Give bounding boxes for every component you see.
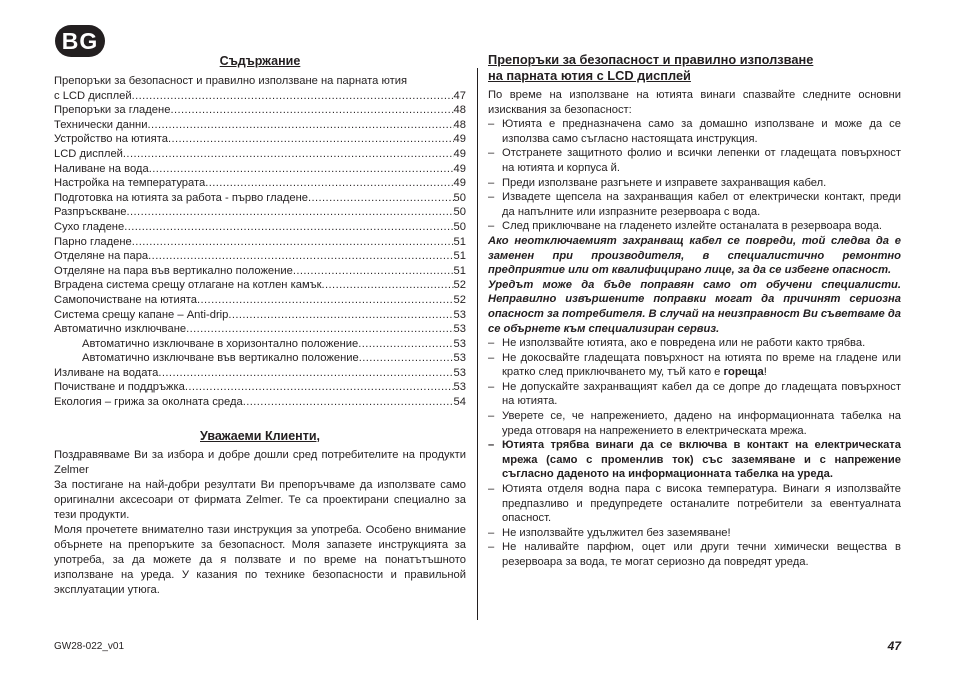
list-item: – Уверете се, че напрежението, дадено на информационната табелка на уреда отговаря на напрежението в електрическата мрежа. xyxy=(488,409,901,438)
greeting-text xyxy=(54,448,466,598)
toc-entry xyxy=(54,147,466,162)
list-item: – Не допускайте захранващият кабел да се допре до гладещата повърхност на ютията. xyxy=(488,380,901,409)
toc-entry xyxy=(54,351,466,366)
toc-entry xyxy=(54,220,466,235)
toc-entry-title: Самопочистване на ютията xyxy=(54,293,198,306)
toc-entry-title: с LCD дисплей xyxy=(54,89,132,102)
toc-dot-leader xyxy=(293,264,454,279)
toc-dot-leader xyxy=(205,176,453,191)
hot-emphasis: гореща xyxy=(723,366,764,379)
toc-entry-title: Система срещу капане – Anti-drip xyxy=(54,308,229,321)
toc-entry-page: 53 xyxy=(453,366,466,379)
toc-dot-leader xyxy=(158,366,453,381)
toc-entry-page: 51 xyxy=(453,250,466,263)
toc-dot-leader xyxy=(185,380,454,395)
toc-dot-leader xyxy=(123,147,454,162)
toc-entry-page: 49 xyxy=(453,133,466,146)
list-item: – Ютията е предназначена само за домашно използване и може да се използва само съгласно настоящата инструкция. xyxy=(488,117,901,146)
toc-entry xyxy=(54,366,466,381)
safety-title-line: Препоръки за безопасност и правилно използване xyxy=(488,52,814,67)
toc-dot-leader xyxy=(132,235,454,250)
toc-title: Съдържание xyxy=(219,54,301,68)
toc-entry-page: 47 xyxy=(453,89,466,102)
toc-dot-leader xyxy=(124,220,453,235)
list-item: – Отстранете защитното фолио и всички лепенки от гладещата повърхност на ютията и корпуса й. xyxy=(488,146,901,175)
toc-entry-lead: Препоръки за безопасност и правилно използване на парната ютия xyxy=(54,75,408,87)
list-item: – Преди използване разгънете и изправете захранващия кабел. xyxy=(488,176,901,191)
toc-entry-page: 53 xyxy=(453,381,466,394)
safety-body xyxy=(488,88,901,570)
toc-entry-page: 54 xyxy=(453,396,466,409)
toc-entry-title: Вградена система срещу отлагане на котлен камък xyxy=(54,279,322,292)
column-divider xyxy=(477,68,478,620)
toc-entry-page: 53 xyxy=(453,323,466,336)
toc-dot-leader xyxy=(148,249,453,264)
toc-entry xyxy=(54,249,466,264)
toc-entry-title: Автоматично изключване xyxy=(54,323,187,336)
toc-entry xyxy=(54,103,466,118)
list-item: – Извадете щепсела на захранващия кабел от електрически контакт, преди да напълните или изпразните резервоара с вода. xyxy=(488,190,901,219)
toc-dot-leader xyxy=(186,322,453,337)
right-column xyxy=(488,52,901,570)
toc-dot-leader xyxy=(149,162,454,177)
safety-intro: По време на използване на ютията винаги спазвайте следните основни изисквания за безопасност: xyxy=(488,89,901,116)
toc-entry-page: 53 xyxy=(453,337,466,350)
greeting-paragraph: Моля прочетете внимателно тази инструкция за употреба. Особено внимание обърнете на препоръките за безопасност. Моля запазете инструкцията за употреба, за да можете да я ползвате и по време на понатътъшното използване на уреда. У казания по технике безопасности и правильной эксплуатации утюга. xyxy=(54,523,466,596)
toc-entry-page: 53 xyxy=(453,308,466,321)
toc-dot-leader xyxy=(168,132,454,147)
toc-entry-page: 50 xyxy=(453,191,466,204)
toc-entry-title: Технически данни xyxy=(54,118,148,131)
toc-dot-leader xyxy=(359,351,454,366)
toc-dot-leader xyxy=(170,103,453,118)
toc-entry xyxy=(54,264,466,279)
toc-entry-title: Устройство на ютията xyxy=(54,133,168,146)
toc-entry-page: 52 xyxy=(453,293,466,306)
toc-dot-leader xyxy=(127,205,454,220)
toc-entry-title: Сухо гладене xyxy=(54,220,125,233)
list-item-text: ! xyxy=(763,366,767,379)
toc-entry-title: Изливане на водата xyxy=(54,366,159,379)
toc-entry-page: 48 xyxy=(453,118,466,131)
toc-entry xyxy=(54,395,466,410)
toc-entry-page: 50 xyxy=(453,206,466,219)
list-item xyxy=(488,351,901,380)
list-item: – След приключване на гладенето излейте останалата в резервоара вода. xyxy=(488,219,901,234)
left-column xyxy=(54,52,466,598)
document-code: GW28-022_v01 xyxy=(54,641,125,652)
toc-dot-leader xyxy=(132,89,454,104)
toc-entry-title: Наливане на вода xyxy=(54,162,149,175)
toc-entry-page: 49 xyxy=(453,147,466,160)
warning-cable: Ако неотключаемият захранващ кабел се повреди, той следва да е заменен при производителя, в специалистично ремонтно предприятие или от квалифицирано лице, за да се избегне опасност. xyxy=(488,234,901,277)
toc-entry-page: 51 xyxy=(453,264,466,277)
toc-entry xyxy=(54,278,466,293)
toc-entry xyxy=(54,380,466,395)
toc-entry xyxy=(54,308,466,323)
greeting-paragraph: За постигане на най-добри резултати Ви препоръчваме да използвате само оригинални аксесоари от фирмата Zelmer. Те са проектирани специално за тези продукти. xyxy=(54,478,466,521)
toc-entry-title: Препоръки за гладене xyxy=(54,104,171,117)
toc-entry xyxy=(54,118,466,133)
toc-entry-title: Автоматично изключване във вертикално положение xyxy=(82,352,359,365)
toc-entry-page: 50 xyxy=(453,220,466,233)
safety-list-2 xyxy=(488,336,901,570)
list-item: – Не използвайте удължител без заземяване! xyxy=(488,526,901,541)
warning-repair: Уредът може да бъде поправян само от обучени специалисти. Неправилно извършените поправки могат да причинят сериозна опасност за потребителя. В случай на неизправност Ви съветваме да се обърнете към специализиран сервиз. xyxy=(488,278,901,335)
safety-list-1 xyxy=(488,117,901,234)
toc-entry xyxy=(54,205,466,220)
toc-dot-leader xyxy=(308,191,454,206)
list-item-text: Не докосвайте гладещата повърхност на ютията по време на гладене или кратко след приключването му, тъй като е xyxy=(502,351,901,379)
toc-entry-title: Отделяне на пара във вертикално положение xyxy=(54,264,293,277)
list-item: – Ютията трябва винаги да се включва в контакт на електрическата мрежа (само с променлив ток) със заземяване и с напрежение съгласно даденото на информационната табелка на уреда. xyxy=(488,438,901,482)
toc-entry-page: 52 xyxy=(453,279,466,292)
toc-entry xyxy=(54,293,466,308)
toc-entry-page: 49 xyxy=(453,162,466,175)
page-number: 47 xyxy=(887,639,901,653)
safety-title xyxy=(488,52,901,84)
toc-entry-page: 51 xyxy=(453,235,466,248)
toc-entry-title: Настройка на температурата xyxy=(54,177,206,190)
toc-entry-title: Екология – грижа за околната среда xyxy=(54,396,243,409)
toc-entry xyxy=(54,132,466,147)
toc-entry xyxy=(54,162,466,177)
toc-dot-leader xyxy=(243,395,454,410)
toc-entry-title: Отделяне на пара xyxy=(54,250,149,263)
toc-dot-leader xyxy=(358,337,453,352)
toc-dot-leader xyxy=(228,308,453,323)
toc-entry-page: 49 xyxy=(453,177,466,190)
toc-entry-title: Разпръскване xyxy=(54,206,127,219)
language-badge: BG xyxy=(55,25,105,57)
toc-entry xyxy=(54,191,466,206)
toc-entry xyxy=(54,89,466,104)
safety-title-line: на парната ютия с LCD дисплей xyxy=(488,68,691,83)
greeting-paragraph: Поздравяваме Ви за избора и добре дошли сред потребителите на продукти Zelmer xyxy=(54,448,466,476)
toc-list xyxy=(54,74,466,410)
toc-dot-leader xyxy=(197,293,454,308)
list-item: – Ютията отделя водна пара с висока температура. Винаги я използвайте предпазливо и предупредете останалите потребители за евентуалната опасност. xyxy=(488,482,901,526)
toc-entry xyxy=(54,235,466,250)
toc-entry xyxy=(54,337,466,352)
toc-entry-title: Подготовка на ютията за работа - първо гладене xyxy=(54,191,309,204)
toc-entry-page: 48 xyxy=(453,104,466,117)
toc-entry-title: LCD дисплей xyxy=(54,147,123,160)
toc-entry xyxy=(54,176,466,191)
toc-entry-title: Почистване и поддръжка xyxy=(54,381,185,394)
toc-dot-leader xyxy=(322,278,454,293)
list-item: – Не наливайте парфюм, оцет или други течни химически вещества в резервоара за вода, те могат сериозно да повредят уреда. xyxy=(488,540,901,569)
toc-entry-page: 53 xyxy=(453,352,466,365)
toc-entry-title: Автоматично изключване в хоризонтално положение xyxy=(82,337,359,350)
greeting-title: Уважаеми Клиенти, xyxy=(200,428,320,443)
toc-entry-title: Парно гладене xyxy=(54,235,132,248)
toc-dot-leader xyxy=(147,118,453,133)
list-item: – Не използвайте ютията, ако е повредена или не работи както трябва. xyxy=(488,336,901,351)
toc-entry xyxy=(54,322,466,337)
